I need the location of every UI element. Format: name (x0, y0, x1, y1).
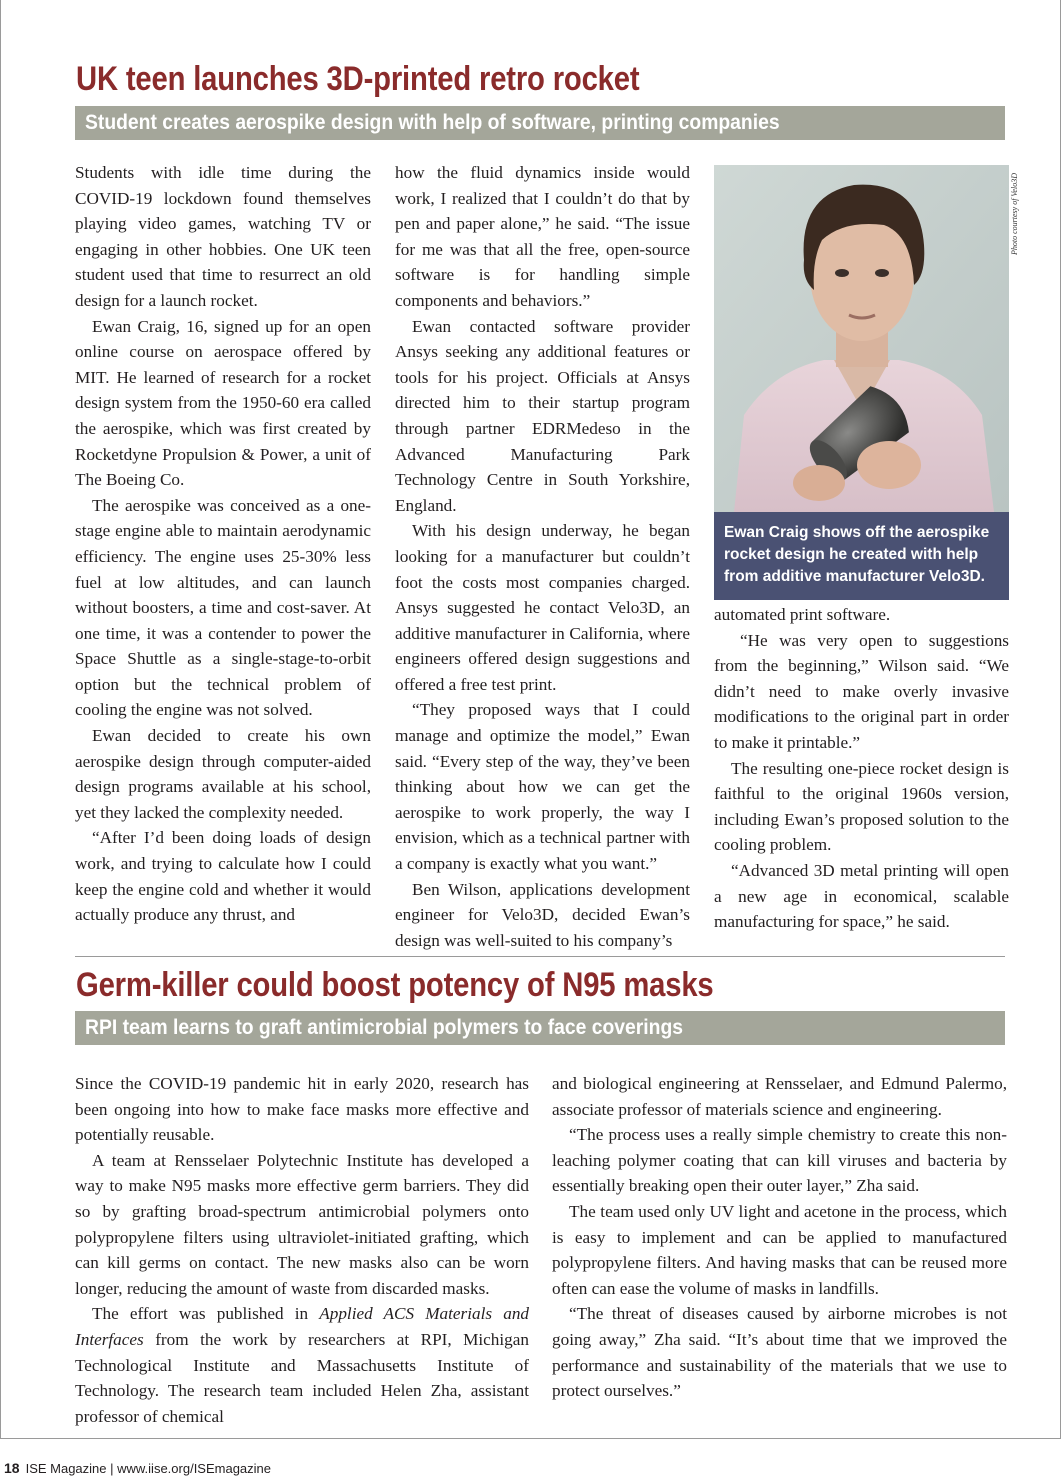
paragraph: Ewan decided to create his own aerospike design through computer-aided design programs available at his school, yet they lacked the complexity needed. (75, 726, 371, 822)
paragraph: “He was very open to suggestions from the beginning,” Wilson said. “We didn’t need to make overly invasive modifications to the original part in order to make it printable.” (714, 630, 1009, 752)
article-column-1 (75, 1071, 529, 1429)
paragraph: “They proposed ways that I could manage and optimize the model,” Ewan said. “Every step of the way, they’ve been thinking about how we can get the aerospike to work properly, the way I envision, which as a technical partner with a company is exactly what you want.” (395, 700, 690, 874)
photo-credit: Photo courtesy of Velo3D (1010, 173, 1019, 255)
paragraph: The team used only UV light and acetone in the process, which is easy to implement and can be applied to manufactured polypropylene filters. And having masks that can be reused more often can ease the volume of masks in landfills. (552, 1201, 1007, 1298)
paragraph: A team at Rensselaer Polytechnic Institute has developed a way to make N95 masks more effective germ barriers. They did so by grafting broad-spectrum antimicrobial polymers onto polypropylene filters using ultraviolet-initiated grafting, which can kill germs on contact. The new masks also can be worn longer, reducing the amount of waste from discarded masks. (75, 1150, 529, 1298)
paragraph: The resulting one-piece rocket design is faithful to the original 1960s version, including Ewan’s proposed solution to the cooling problem. (714, 758, 1009, 855)
paragraph: and biological engineering at Rensselaer, and Edmund Palermo, associate professor of materials science and engineering. (552, 1074, 1007, 1119)
photo-caption: Ewan Craig shows off the aerospike rocket design he created with help from additive manufacturer Velo3D. (714, 512, 1009, 600)
journal-title: Applied ACS Materials and Interfaces (75, 1304, 530, 1349)
paragraph: how the fluid dynamics inside would work, I realized that I couldn’t do that by pen and paper alone,” he said. “The issue for me was that all the free, open-source software is for handling simple components and behaviors.” (395, 163, 690, 310)
footer-text: ISE Magazine | www.iise.org/ISEmagazine (25, 1461, 272, 1476)
paragraph: Since the COVID-19 pandemic hit in early 2020, research has been ongoing into how to make face masks more effective and potentially reusable. (75, 1074, 529, 1145)
article-column-2 (552, 1071, 1007, 1404)
paragraph: With his design underway, he began looking for a manufacturer but couldn’t foot the costs most companies charged. Ansys suggested he contact Velo3D, an additive manufacturer in California, where engineers offered design suggestions and offered a free test print. (395, 521, 690, 694)
paragraph (75, 1301, 529, 1429)
text-run: The effort was published in (92, 1304, 320, 1324)
paragraph: Ewan Craig, 16, signed up for an open online course on aerospace offered by MIT. He learned of research for a rocket design system from the 1950-60 era called the aerospike, which was first created by Rocketdyne Propulsion & Power, a unit of The Boeing Co. (75, 316, 371, 490)
article-column-1 (75, 160, 371, 928)
article-headline: Germ-killer could boost potency of N95 masks (76, 966, 714, 1004)
paragraph: “After I’d been doing loads of design work, and trying to calculate how I could keep the engine cold and whether it would actually produce any thrust, and (75, 828, 371, 925)
article-column-2 (395, 160, 690, 953)
portrait-illustration (714, 165, 1009, 512)
paragraph: “Advanced 3D metal printing will open a new age in economical, scalable manufacturing for space,” he said. (714, 860, 1009, 932)
photo-ewan-craig (714, 165, 1009, 512)
article-divider (75, 956, 1005, 957)
subhead-text: Student creates aerospike design with help of software, printing companies (85, 111, 780, 134)
paragraph: The aerospike was conceived as a one-stage engine able to maintain aerodynamic efficiency. The engine uses 25-30% less fuel at low altitudes, and can launch without boosters, a time and cost-saver. At one time, it was a contender to power the Space Shuttle as a single-stage-to-orbit option but the technical problem of cooling the engine was not solved. (75, 495, 371, 720)
page-number: 18 (4, 1460, 20, 1476)
article-subhead (75, 1011, 1005, 1045)
paragraph: “The threat of diseases caused by airborne microbes is not going away,” Zha said. “It’s about time that we improved the performance and sustainability of the materials that we use to protect ourselves.” (552, 1304, 1007, 1401)
article-headline: UK teen launches 3D-printed retro rocket (76, 60, 640, 98)
article-subhead (75, 106, 1005, 140)
paragraph: Ben Wilson, applications development engineer for Velo3D, decided Ewan’s design was well-suited to his company’s (395, 879, 690, 950)
text-run: from the work by researchers at RPI, Michigan Technological Institute and Massachusetts Institute of Technology. The research team included Helen Zha, assistant professor of chemical (75, 1329, 529, 1426)
paragraph: Students with idle time during the COVID-19 lockdown found themselves playing video games, watching TV or engaging in other hobbies. One UK teen student used that time to resurrect an old design for a launch rocket. (75, 163, 371, 310)
paragraph: Ewan contacted software provider Ansys seeking any additional features or tools for his project. Officials at Ansys directed him to their startup program through partner EDRMedeso in the Advanced Manufacturing Park Technology Centre in South Yorkshire, England. (395, 316, 690, 515)
paragraph: “The process uses a really simple chemistry to create this non-leaching polymer coating that can kill viruses and bacteria by essentially breaking open their outer layer,” Zha said. (552, 1125, 1007, 1196)
article-column-3 (714, 602, 1009, 935)
page-footer (4, 1460, 271, 1476)
paragraph: automated print software. (714, 605, 891, 624)
subhead-text: RPI team learns to graft antimicrobial polymers to face coverings (85, 1016, 684, 1039)
